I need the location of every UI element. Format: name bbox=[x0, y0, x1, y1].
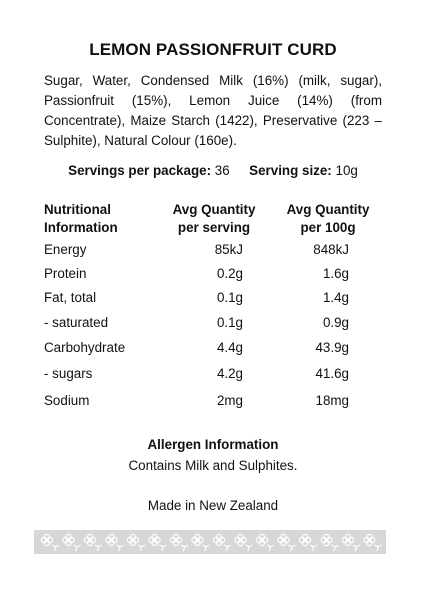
flower-icon bbox=[299, 534, 317, 551]
flower-icon bbox=[342, 534, 360, 551]
servings-per-package-label: Servings per package: bbox=[68, 163, 212, 178]
serving-size-value: 10g bbox=[335, 163, 358, 178]
flower-icon bbox=[106, 534, 124, 551]
decorative-band bbox=[34, 530, 386, 554]
flower-icon bbox=[63, 534, 81, 551]
nutrition-row-protein: Protein 0.2g 1.6g bbox=[44, 266, 349, 281]
flower-icon bbox=[364, 534, 382, 551]
nutrition-row-sodium: Sodium 2mg 18mg bbox=[44, 393, 349, 408]
ingredients-list: Sugar, Water, Condensed Milk (16%) (milk, sugar), Passionfruit (15%), Lemon Juice (14%) (from Concentrate), Maize Starch (1422), Preservative (223 – Sulphite), Natural Colour (160e). bbox=[44, 73, 382, 148]
origin-text: Made in New Zealand bbox=[147, 498, 279, 513]
header-per-100g: Avg Quantity per 100g bbox=[286, 202, 370, 235]
flower-icon bbox=[84, 534, 102, 551]
nutrition-row-energy: Energy 85kJ 848kJ bbox=[44, 242, 349, 257]
allergen-title: Allergen Information bbox=[147, 437, 279, 452]
flower-icon bbox=[192, 534, 210, 551]
header-per-serving: Avg Quantity per serving bbox=[172, 202, 256, 235]
flower-icon bbox=[278, 534, 296, 551]
flower-icon bbox=[213, 534, 231, 551]
flower-icon bbox=[321, 534, 339, 551]
serving-size-label: Serving size: bbox=[249, 163, 332, 178]
allergen-text: Contains Milk and Sulphites. bbox=[128, 458, 298, 473]
flower-icon bbox=[170, 534, 188, 551]
product-title: LEMON PASSIONFRUIT CURD bbox=[89, 40, 337, 59]
flower-icon bbox=[127, 534, 145, 551]
servings-info bbox=[0, 163, 426, 178]
flower-icon bbox=[235, 534, 253, 551]
header-nutritional-information: Nutritional Information bbox=[44, 202, 118, 235]
flower-icon bbox=[149, 534, 167, 551]
nutrition-row-fat-total: Fat, total 0.1g 1.4g bbox=[44, 290, 349, 305]
flower-icon bbox=[256, 534, 274, 551]
flower-icon bbox=[41, 534, 59, 551]
nutrition-row-carbohydrate: Carbohydrate 4.4g 43.9g bbox=[44, 340, 349, 355]
nutrition-row-saturated: - saturated 0.1g 0.9g bbox=[44, 315, 349, 330]
nutrition-row-sugars: - sugars 4.2g 41.6g bbox=[44, 366, 349, 381]
flower-pattern bbox=[34, 530, 386, 554]
servings-per-package-value: 36 bbox=[214, 163, 230, 178]
